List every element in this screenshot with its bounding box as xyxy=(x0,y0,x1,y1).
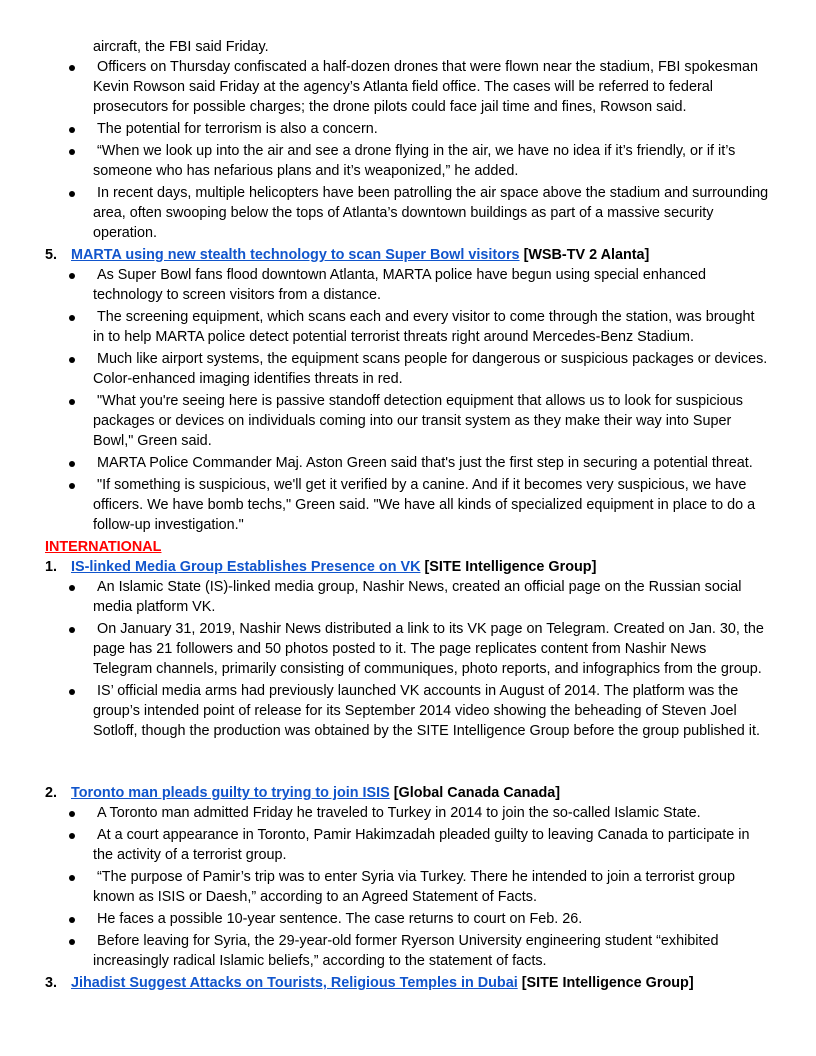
bullet-icon xyxy=(69,315,75,321)
list-item: The screening equipment, which scans each and every visitor to come through the station, was brought in to help MARTA police detect potential terrorist threats right around Mercedes-Benz Stadium. xyxy=(0,307,769,347)
news-item-int-3 xyxy=(45,973,694,993)
bullet-icon xyxy=(69,585,75,591)
item-number: 5. xyxy=(45,247,58,263)
bullet-icon xyxy=(69,483,75,489)
news-item-int-1 xyxy=(45,557,596,577)
list-item: An Islamic State (IS)-linked media group, Nashir News, created an official page on the Russian social media platform VK. xyxy=(0,577,769,617)
list-item: Before leaving for Syria, the 29-year-old former Ryerson University engineering student “exhibited increasingly radical Islamic beliefs,” according to the statement of facts. xyxy=(0,931,769,971)
article-source: [SITE Intelligence Group] xyxy=(521,975,694,991)
bullet-icon xyxy=(69,875,75,881)
list-item: A Toronto man admitted Friday he traveled to Turkey in 2014 to join the so-called Islamic State. xyxy=(0,803,769,823)
bullet-icon xyxy=(69,627,75,633)
list-item: In recent days, multiple helicopters have been patrolling the air space above the stadium and surrounding area, often swooping below the tops of Atlanta’s downtown buildings as part of a massive security operation. xyxy=(0,183,769,243)
bullet-icon xyxy=(69,461,75,467)
article-source: [Global Canada Canada] xyxy=(393,785,561,801)
list-item: He faces a possible 10-year sentence. The case returns to court on Feb. 26. xyxy=(0,909,769,929)
list-item: "What you're seeing here is passive standoff detection equipment that allows us to look for suspicious packages or devices on individuals coming into our transit system as they make their way into Super Bowl," Green said. xyxy=(0,391,769,451)
article-link-dubai[interactable]: Jihadist Suggest Attacks on Tourists, Religious Temples in Dubai xyxy=(71,975,518,991)
list-item: "If something is suspicious, we'll get it verified by a canine. And if it becomes very suspicious, we have officers. We have bomb techs," Green said. "We have all kinds of specialized equipment in place to do a follow-up investigation." xyxy=(0,475,769,535)
item-number: 2. xyxy=(45,785,58,801)
news-item-5 xyxy=(45,245,649,265)
article-link-toronto[interactable]: Toronto man pleads guilty to trying to join ISIS xyxy=(71,785,390,801)
bullet-list-vk xyxy=(0,577,816,743)
article-source: [WSB-TV 2 Alanta] xyxy=(523,247,650,263)
bullet-list-drones xyxy=(0,57,816,245)
bullet-icon xyxy=(69,65,75,71)
bullet-icon xyxy=(69,191,75,197)
bullet-icon xyxy=(69,917,75,923)
item-number: 3. xyxy=(45,975,58,991)
list-item: The potential for terrorism is also a concern. xyxy=(0,119,769,139)
bullet-icon xyxy=(69,399,75,405)
news-item-int-2 xyxy=(45,783,560,803)
bullet-icon xyxy=(69,273,75,279)
list-item: At a court appearance in Toronto, Pamir Hakimzadah pleaded guilty to leaving Canada to participate in the activity of a terrorist group. xyxy=(0,825,769,865)
bullet-icon xyxy=(69,149,75,155)
bullet-icon xyxy=(69,689,75,695)
list-item: As Super Bowl fans flood downtown Atlanta, MARTA police have begun using special enhanced technology to screen visitors from a distance. xyxy=(0,265,769,305)
bullet-list-toronto xyxy=(0,803,816,973)
list-item: “The purpose of Pamir’s trip was to enter Syria via Turkey. There he intended to join a terrorist group known as ISIS or Daesh,” according to an Agreed Statement of Facts. xyxy=(0,867,769,907)
bullet-icon xyxy=(69,811,75,817)
section-heading-international: INTERNATIONAL xyxy=(45,539,162,555)
article-link-vk[interactable]: IS-linked Media Group Establishes Presence on VK xyxy=(71,559,421,575)
bullet-icon xyxy=(69,833,75,839)
list-item: “When we look up into the air and see a drone flying in the air, we have no idea if it’s friendly, or if it’s someone who has nefarious plans and it’s weaponized,” he added. xyxy=(0,141,769,181)
bullet-list-marta xyxy=(0,265,816,537)
article-link-marta[interactable]: MARTA using new stealth technology to scan Super Bowl visitors xyxy=(71,247,520,263)
list-item: Much like airport systems, the equipment scans people for dangerous or suspicious packages or devices. Color-enhanced imaging identifies threats in red. xyxy=(0,349,769,389)
bullet-icon xyxy=(69,357,75,363)
list-item: IS’ official media arms had previously launched VK accounts in August of 2014. The platform was the group’s intended point of release for its September 2014 video showing the beheading of Steven Joel Sotloff, though the production was obtained by the SITE Intelligence Group before the group published it. xyxy=(0,681,769,741)
article-source: [SITE Intelligence Group] xyxy=(424,559,597,575)
list-item: On January 31, 2019, Nashir News distributed a link to its VK page on Telegram. Created on Jan. 30, the page has 21 followers and 50 photos posted to it. The page replicates content from Nashir News Telegram channels, primarily consisting of communiques, photo reports, and infographics from the group. xyxy=(0,619,769,679)
continuation-text: aircraft, the FBI said Friday. xyxy=(93,39,269,55)
item-number: 1. xyxy=(45,559,58,575)
list-item: Officers on Thursday confiscated a half-dozen drones that were flown near the stadium, FBI spokesman Kevin Rowson said Friday at the agency’s Atlanta field office. The cases will be referred to federal prosecutors for possible charges; the drone pilots could face jail time and fines, Rowson said. xyxy=(0,57,769,117)
bullet-icon xyxy=(69,127,75,133)
bullet-icon xyxy=(69,939,75,945)
list-item: MARTA Police Commander Maj. Aston Green said that's just the first step in securing a potential threat. xyxy=(0,453,769,473)
